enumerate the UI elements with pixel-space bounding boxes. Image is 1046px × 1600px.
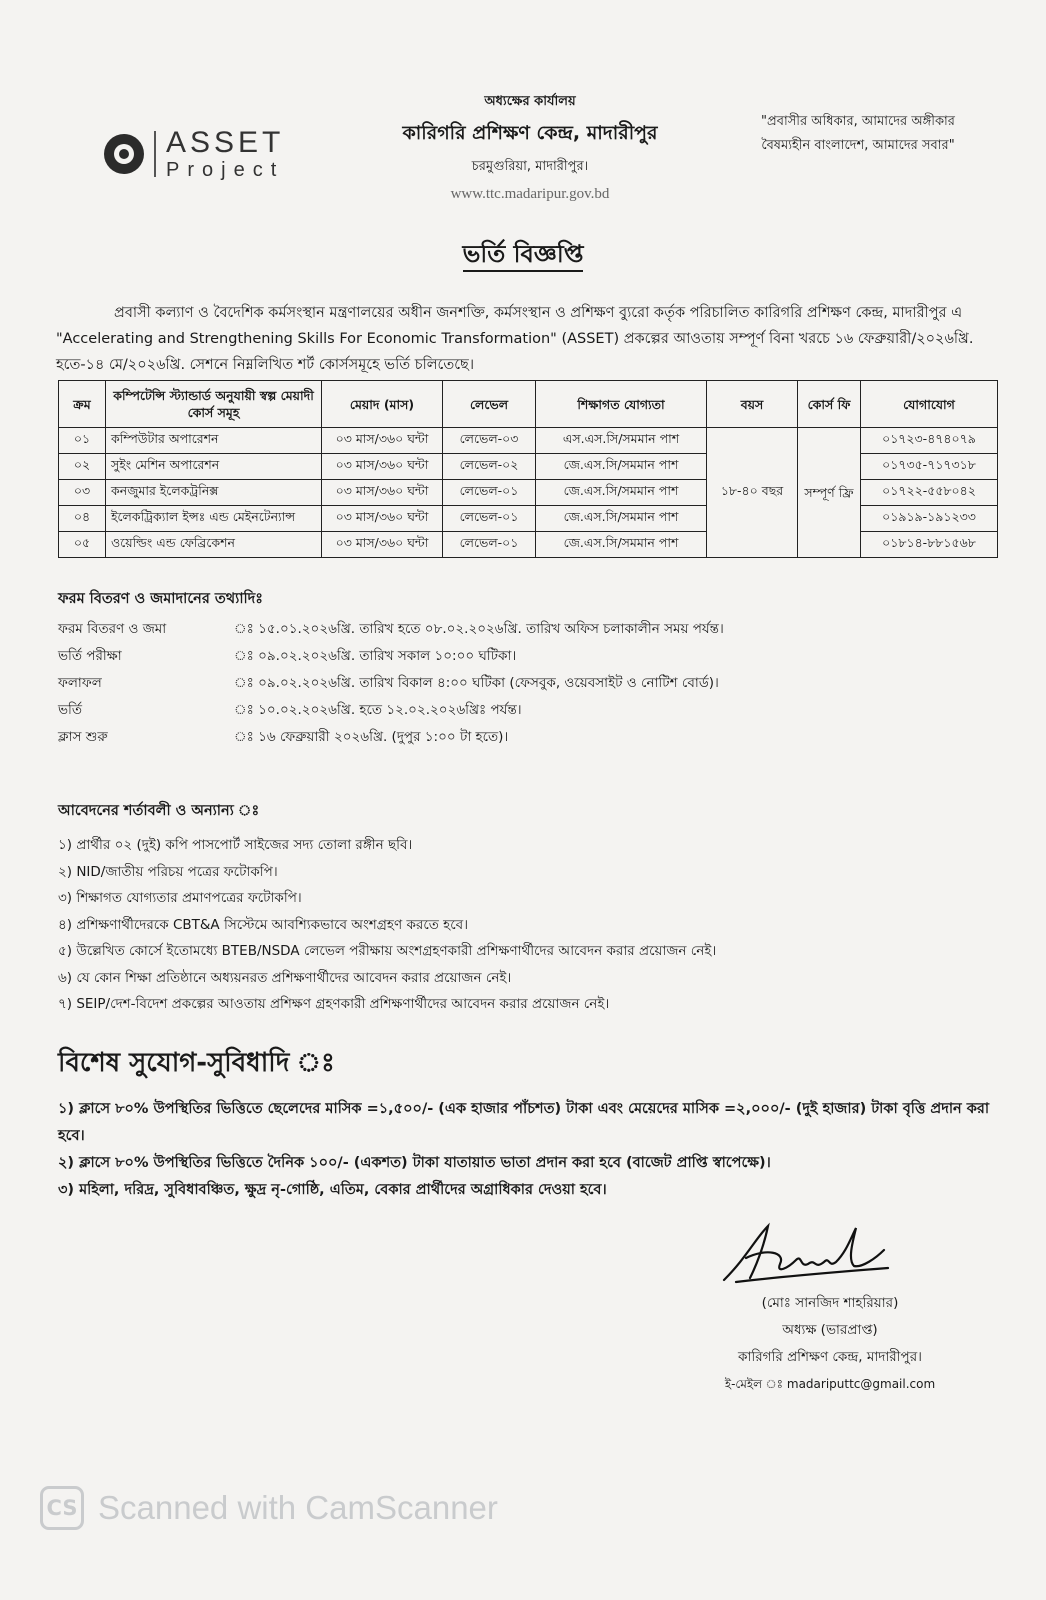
term-item: ৪) প্রশিক্ষণার্থীদেরকে CBT&A সিস্টেমে আবশ্যিকভাবে অংশগ্রহণ করতে হবে। [58, 916, 469, 933]
cell-contact: ০১৮১৪-৮৮১৫৬৮ [861, 532, 998, 558]
cell-education: জে.এস.সি/সমমান পাশ [536, 506, 707, 532]
cell-level: লেভেল-০১ [443, 506, 536, 532]
info-row [58, 670, 1008, 697]
table-header-row [59, 381, 998, 428]
signatory-email: ই-মেইল ঃ madariputtc@gmail.com [724, 1377, 936, 1391]
col-serial: ক্রম [59, 381, 106, 428]
info-value: ঃ ০৯.০২.২০২৬খ্রি. তারিখ বিকাল ৪:০০ ঘটিকা (ফেসবুক, ওয়েবসাইট ও নোটিশ বোর্ড)। [234, 675, 719, 691]
logo-subtitle: Project [166, 159, 285, 181]
cell-course: সুইং মেশিন অপারেশন [106, 454, 322, 480]
col-fee: কোর্স ফি [798, 381, 861, 428]
logo-title: ASSET [166, 126, 285, 159]
logo-divider [154, 131, 156, 177]
signatory-institution: কারিগরি প্রশিক্ষণ কেন্দ্র, মাদারীপুর। [738, 1349, 922, 1365]
address: চরমুগুরিয়া, মাদারীপুর। [471, 159, 589, 174]
cell-contact: ০১৭৩৫-৭১৭৩১৮ [861, 454, 998, 480]
term-item: ৬) যে কোন শিক্ষা প্রতিষ্ঠানে অধ্যয়নরত প্রশিক্ষণার্থীদের আবেদন করার প্রয়োজন নেই। [58, 969, 512, 986]
col-age: বয়স [707, 381, 798, 428]
cell-level: লেভেল-০১ [443, 480, 536, 506]
slogan-line-2: বৈষম্যহীন বাংলাদেশ, আমাদের সবার" [761, 138, 955, 153]
form-info-section [58, 588, 1008, 751]
camscanner-icon: CS [40, 1486, 84, 1530]
cell-serial: ০৩ [59, 480, 106, 506]
info-label: ভর্তি [58, 702, 83, 718]
cell-age: ১৮-৪০ বছর [707, 428, 798, 558]
slogan [718, 110, 998, 158]
cell-level: লেভেল-০৩ [443, 428, 536, 454]
benefits-section [58, 1042, 1008, 1204]
notice-title: ভর্তি বিজ্ঞপ্তি [0, 236, 1046, 276]
term-item: ২) NID/জাতীয় পরিচয় পত্রের ফটোকপি। [58, 863, 278, 880]
camscanner-text: Scanned with CamScanner [98, 1489, 498, 1526]
office-name: অধ্যক্ষের কার্যালয় [484, 94, 576, 109]
cell-duration: ০৩ মাস/৩৬০ ঘন্টা [322, 532, 443, 558]
cell-duration: ০৩ মাস/৩৬০ ঘন্টা [322, 480, 443, 506]
slogan-line-1: "প্রবাসীর অধিকার, আমাদের অঙ্গীকার [761, 114, 955, 129]
cell-level: লেভেল-০২ [443, 454, 536, 480]
terms-section [58, 800, 1018, 1018]
info-value: ঃ ১৬ ফেব্রুয়ারী ২০২৬খ্রি. (দুপুর ১:০০ টা হতে)। [234, 729, 509, 745]
term-item: ১) প্রার্থীর ০২ (দুই) কপি পাসপোর্ট সাইজের সদ্য তোলা রঙ্গীন ছবি। [58, 837, 413, 853]
cell-duration: ০৩ মাস/৩৬০ ঘন্টা [322, 506, 443, 532]
cell-contact: ০১৭২২-৫৫৮০৪২ [861, 480, 998, 506]
info-value: ঃ ১০.০২.২০২৬খ্রি. হতে ১২.০২.২০২৬খ্রিঃ পর্যন্ত। [234, 702, 522, 718]
cell-course: কম্পিউটার অপারেশন [106, 428, 322, 454]
website: www.ttc.madaripur.gov.bd [450, 186, 610, 202]
col-education: শিক্ষাগত যোগ্যতা [536, 381, 707, 428]
col-course: কম্পিটেন্সি স্ট্যান্ডার্ড অনুযায়ী স্বল্প মেয়াদী কোর্স সমূহ [106, 381, 322, 428]
benefit-item: ৩) মহিলা, দরিদ্র, সুবিধাবঞ্চিত, ক্ষুদ্র নৃ-গোষ্ঠি, এতিম, বেকার প্রার্থীদের অগ্রাধিকার দেওয়া হবে। [58, 1182, 607, 1198]
col-contact: যোগাযোগ [861, 381, 998, 428]
benefits-heading: বিশেষ সুযোগ-সুবিধাদি ঃ [58, 1048, 335, 1078]
cell-serial: ০১ [59, 428, 106, 454]
cell-serial: ০৫ [59, 532, 106, 558]
cell-course: কনজুমার ইলেকট্রনিক্স [106, 480, 322, 506]
cell-level: লেভেল-০১ [443, 532, 536, 558]
term-item: ৩) শিক্ষাগত যোগ্যতার প্রমাণপত্রের ফটোকপি। [58, 890, 302, 906]
info-label: ফলাফল [58, 675, 102, 691]
info-value: ঃ ০৯.০২.২০২৬খ্রি. তারিখ সকাল ১০:০০ ঘটিকা। [234, 648, 517, 664]
cell-fee: সম্পূর্ণ ফ্রি [798, 428, 861, 558]
info-value: ঃ ১৫.০১.২০২৬খ্রি. তারিখ হতে ০৮.০২.২০২৬খ্রি. তারিখ অফিস চলাকালীন সময় পর্যন্ত। [234, 621, 724, 637]
info-label: ক্লাস শুরু [58, 729, 108, 745]
info-label: ভর্তি পরীক্ষা [58, 648, 122, 664]
cell-education: জে.এস.সি/সমমান পাশ [536, 454, 707, 480]
cell-serial: ০২ [59, 454, 106, 480]
emblem-icon [104, 134, 144, 174]
cell-serial: ০৪ [59, 506, 106, 532]
table-row [59, 428, 998, 454]
cell-contact: ০১৯১৯-১৯১২৩৩ [861, 506, 998, 532]
col-duration: মেয়াদ (মাস) [322, 381, 443, 428]
cell-duration: ০৩ মাস/৩৬০ ঘন্টা [322, 454, 443, 480]
col-level: লেভেল [443, 381, 536, 428]
institution-name: কারিগরি প্রশিক্ষণ কেন্দ্র, মাদারীপুর [402, 122, 658, 144]
info-label: ফরম বিতরণ ও জমা [58, 621, 167, 637]
signature-graphic [716, 1218, 896, 1288]
cell-education: জে.এস.সি/সমমান পাশ [536, 532, 707, 558]
term-item: ৫) উল্লেখিত কোর্সে ইতোমধ্যে BTEB/NSDA লেভেল পরীক্ষায় অংশগ্রহণকারী প্রশিক্ষণার্থীদের আবেদন করার প্রয়োজন নেই। [58, 943, 717, 959]
course-table [58, 380, 998, 558]
term-item: ৭) SEIP/দেশ-বিদেশ প্রকল্পের আওতায় প্রশিক্ষণ গ্রহণকারী প্রশিক্ষণার্থীদের আবেদন করার প্রয়োজন নেই। [58, 996, 610, 1012]
benefit-item: ১) ক্লাসে ৮০% উপস্থিতির ভিত্তিতে ছেলেদের মাসিক =১,৫০০/- (এক হাজার পাঁচশত) টাকা এবং মেয়েদের মাসিক =২,০০০/- (দুই হাজার) টাকা বৃত্তি প্রদান করা হবে। [58, 1101, 990, 1144]
cell-course: ইলেকট্রিক্যাল ইন্সঃ এন্ড মেইনটেন্যান্স [106, 506, 322, 532]
info-row [58, 643, 1008, 670]
cell-education: এস.এস.সি/সমমান পাশ [536, 428, 707, 454]
cell-course: ওয়েল্ডিং এন্ড ফেব্রিকেশন [106, 532, 322, 558]
signatory-designation: অধ্যক্ষ (ভারপ্রাপ্ত) [782, 1322, 878, 1338]
benefit-item: ২) ক্লাসে ৮০% উপস্থিতির ভিত্তিতে দৈনিক ১০০/- (একশত) টাকা যাতায়াত ভাতা প্রদান করা হবে (বাজেট প্রাপ্তি স্বাপেক্ষে)। [58, 1155, 771, 1171]
letterhead [360, 92, 700, 203]
camscanner-watermark [40, 1486, 498, 1530]
signatory-name: (মোঃ সানজিদ শাহরিয়ার) [761, 1295, 899, 1311]
info-row [58, 616, 1008, 643]
info-row [58, 724, 1008, 751]
signatory-block [690, 1290, 970, 1398]
form-info-heading: ফরম বিতরণ ও জমাদানের তথ্যাদিঃ [58, 591, 264, 607]
cell-duration: ০৩ মাস/৩৬০ ঘন্টা [322, 428, 443, 454]
terms-heading: আবেদনের শর্তাবলী ও অন্যান্য ঃ [58, 803, 260, 819]
info-row [58, 697, 1008, 724]
cell-contact: ০১৭২৩-৪৭৪০৭৯ [861, 428, 998, 454]
intro-paragraph: প্রবাসী কল্যাণ ও বৈদেশিক কর্মসংস্থান মন্ত্রণালয়ের অধীন জনশক্তি, কর্মসংস্থান ও প্রশিক্ষণ ব্যুরো কর্তৃক পরিচালিত কারিগরি প্রশিক্ষণ কেন্দ্র, মাদারীপুর এ "Accelerating and Strengthening Skills For Economic Transformation" (ASSET) প্রকল্পের আওতায় সম্পূর্ণ বিনা খরচে ১৬ ফেব্রুয়ারী/২০২৬খ্রি. হতে-১৪ মে/২০২৬খ্রি. সেশনে নিম্নলিখিত শর্ট কোর্সসমূহে ভর্তি চলিতেছে। [56, 305, 974, 373]
cell-education: জে.এস.সি/সমমান পাশ [536, 480, 707, 506]
asset-logo [104, 128, 284, 180]
